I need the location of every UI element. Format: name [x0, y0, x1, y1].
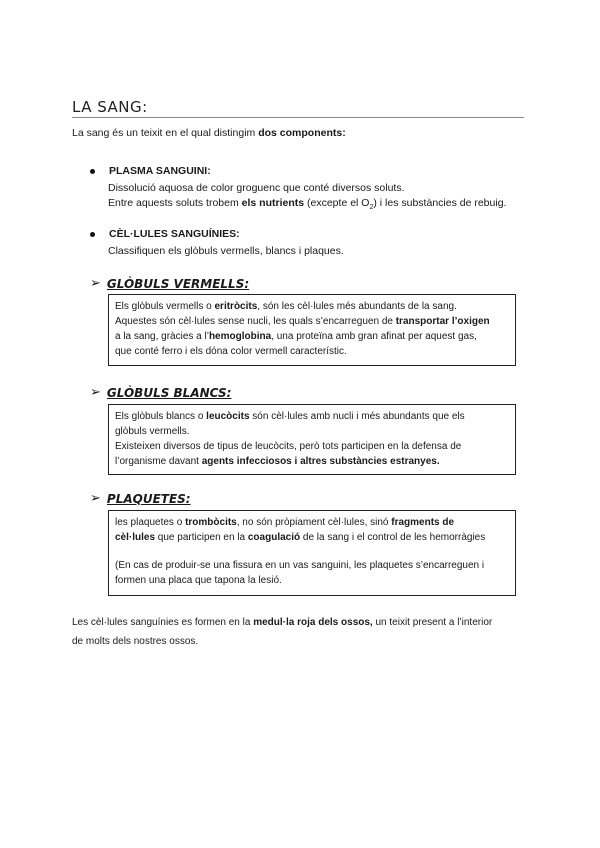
- platelets-box: [108, 510, 516, 596]
- outro-line-2: de molts dels nostres ossos.: [72, 636, 199, 647]
- platelets-line-1: les plaquetes o trombòcits, no són pròpiament cèl·lules, sinó fragments de: [115, 517, 455, 528]
- platelets-heading-row: [90, 491, 191, 506]
- white-cells-box: [108, 404, 516, 475]
- red-line-1: Els glòbuls vermells o eritròcits, són les cèl·lules més abundants de la sang.: [115, 301, 457, 312]
- arrow-icon: ➢: [90, 491, 101, 506]
- red-heading-row: [90, 276, 249, 291]
- plasma-heading: PLASMA SANGUINI:: [109, 165, 211, 177]
- platelets-line-4: formen una placa que tapona la lesió.: [115, 575, 282, 586]
- red-line-4: que conté ferro i els dóna color vermell característic.: [115, 346, 347, 357]
- outro-line-1: Les cèl·lules sanguínies es formen en la medul·la roja dels ossos, un teixit present a l’interior: [72, 617, 493, 628]
- plasma-line-2: Entre aquests soluts trobem els nutrients (excepte el $O_2$) i les substàncies de rebuig.: [108, 197, 507, 212]
- red-cells-box: [108, 294, 516, 366]
- bullet-icon: [90, 169, 95, 174]
- white-heading: GLÒBULS BLANCS:: [106, 385, 232, 400]
- platelets-line-3: (En cas de produir-se una fissura en un vas sanguini, les plaquetes s’encarreguen i: [115, 560, 485, 571]
- bullet-icon: [90, 232, 95, 237]
- platelets-line-2: cèl·lules que participen en la coagulació de la sang i el control de les hemorràgies: [115, 532, 486, 543]
- white-line-3: Existeixen diversos de tipus de leucòcits, però tots participen en la defensa de: [115, 441, 462, 452]
- white-line-1: Els glòbuls blancs o leucòcits són cèl·lules amb nucli i més abundants que els: [115, 411, 465, 422]
- red-line-3: a la sang, gràcies a l’hemoglobina, una proteïna amb gran afinat per aquest gas,: [115, 331, 477, 342]
- cells-section: [90, 228, 344, 259]
- white-heading-row: [90, 385, 231, 400]
- white-line-4: l’organisme davant agents infecciosos i altres substàncies estranyes.: [115, 456, 440, 467]
- red-heading: GLÒBULS VERMELLS:: [106, 276, 250, 291]
- page-title: LA SANG:: [72, 98, 148, 117]
- plasma-section: [90, 165, 506, 215]
- arrow-icon: ➢: [90, 276, 101, 291]
- red-line-2: Aquestes són cèl·lules sense nucli, les quals s’encarreguen de transportar l’oxigen: [115, 316, 490, 327]
- arrow-icon: ➢: [90, 385, 101, 400]
- intro-text: La sang és un teixit en el qual distingim: [72, 127, 259, 139]
- plasma-line-1: Dissolució aquosa de color groguenc que conté diversos soluts.: [108, 182, 405, 194]
- title-divider: [72, 117, 524, 118]
- intro-paragraph: [72, 127, 346, 139]
- outro-paragraph: [72, 613, 532, 651]
- white-line-2: glòbuls vermells.: [115, 426, 190, 437]
- cells-heading: CÈL·LULES SANGUÍNIES:: [109, 228, 240, 240]
- cells-line-1: Classifiquen els glòbuls vermells, blancs i plaques.: [108, 245, 344, 257]
- platelets-heading: PLAQUETES:: [106, 491, 191, 506]
- intro-bold: dos components:: [258, 127, 346, 139]
